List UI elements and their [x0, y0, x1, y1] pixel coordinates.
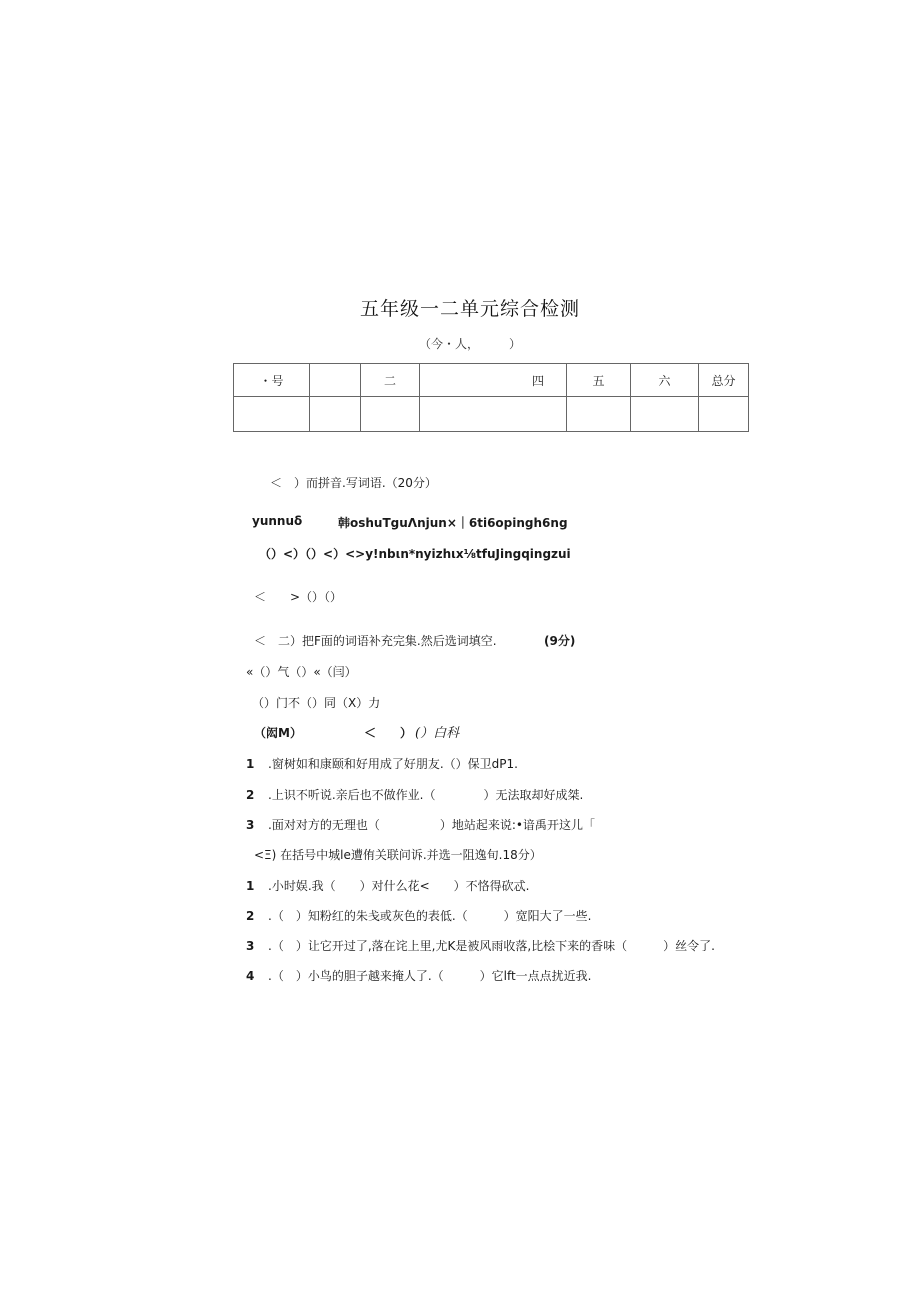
question-text: .面对对方的无理也（ ）地站起来说:•谙禹开这儿「 [268, 818, 595, 832]
idiom-row-1: «（）气（）«（闫） [246, 665, 357, 679]
score-header-cell: 二 [361, 364, 420, 397]
score-header-cell: ・号 [234, 364, 310, 397]
pinyin-row-2: （）<）（）<）<>y!nbιn*nyizhιx⅛tfuJingqingzui [259, 547, 571, 561]
idiom-row-2: （）门不（）同（X）力 [252, 696, 381, 710]
score-header-cell [310, 364, 361, 397]
page-subtitle: （今・人， ） [418, 337, 521, 351]
section2-question-1 [246, 755, 518, 772]
score-header-cell: 四 [420, 364, 567, 397]
question-text: .小时娱.我（ ）对什么花< ）不恪得砍忒. [268, 879, 530, 893]
idiom-row-3-b: ＜ ） [364, 726, 413, 740]
section2-question-2 [246, 786, 583, 803]
idiom-row-3-a: （闳M） [254, 726, 302, 740]
question-text: .上识不听说.亲后也不做作业.（ ）无法取却好成桀. [268, 788, 584, 802]
section2-question-3 [246, 816, 595, 833]
score-cell[interactable] [234, 397, 310, 432]
score-cell[interactable] [420, 397, 567, 432]
score-table-header-row [234, 364, 749, 397]
pinyin-word: yunnuδ [252, 514, 303, 528]
section3-question-2 [246, 907, 591, 924]
section1-heading: ＜ ）而拼音.写词语.（20分） [270, 476, 437, 490]
score-cell[interactable] [361, 397, 420, 432]
section2-heading: ＜ 二）把F面的词语补充完集.然后选词填空. [254, 634, 497, 648]
idiom-row-3-c: (）白科 [415, 726, 460, 741]
question-number: 3 [246, 939, 255, 953]
answer-blanks-row[interactable]: ＜ >（）（） [254, 590, 343, 604]
question-text: .（ ）小鸟的胆子越来掩人了.（ ）它lft一点点扰近我. [268, 969, 592, 983]
question-text: .（ ）知粉红的朱戋或灰色的表低.（ ）宽阳大了一些. [268, 909, 592, 923]
section2-score: (9分) [544, 634, 576, 648]
score-cell[interactable] [310, 397, 361, 432]
section3-heading: <Ξ) 在括号中城le遭侑关联问诉.并选一阻逸旬.18分） [254, 848, 542, 862]
score-cell[interactable] [631, 397, 699, 432]
section3-question-4 [246, 967, 592, 984]
question-number: 3 [246, 818, 255, 832]
question-number: 4 [246, 969, 255, 983]
score-table [233, 363, 749, 432]
score-cell[interactable] [567, 397, 631, 432]
score-table-blank-row [234, 397, 749, 432]
section3-question-3 [246, 937, 715, 954]
pinyin-words: 韩oshuTguΛnjun×｜6ti6opingh6ng [338, 516, 568, 530]
question-number: 2 [246, 788, 255, 802]
score-header-cell: 五 [567, 364, 631, 397]
score-header-cell: 总分 [699, 364, 749, 397]
question-text: .窗树如和康颐和好用成了好朋友.（）保卫dP1. [268, 757, 518, 771]
score-cell[interactable] [699, 397, 749, 432]
section3-question-1 [246, 877, 530, 894]
question-number: 2 [246, 909, 255, 923]
question-text: .（ ）让它开过了,落在诧上里,尤K是被风雨收落,比桧下来的香味（ ）丝令了. [268, 939, 715, 953]
score-header-cell: 六 [631, 364, 699, 397]
question-number: 1 [246, 757, 255, 771]
question-number: 1 [246, 879, 255, 893]
page-title: 五年级一二单元综合检测 [359, 298, 580, 320]
